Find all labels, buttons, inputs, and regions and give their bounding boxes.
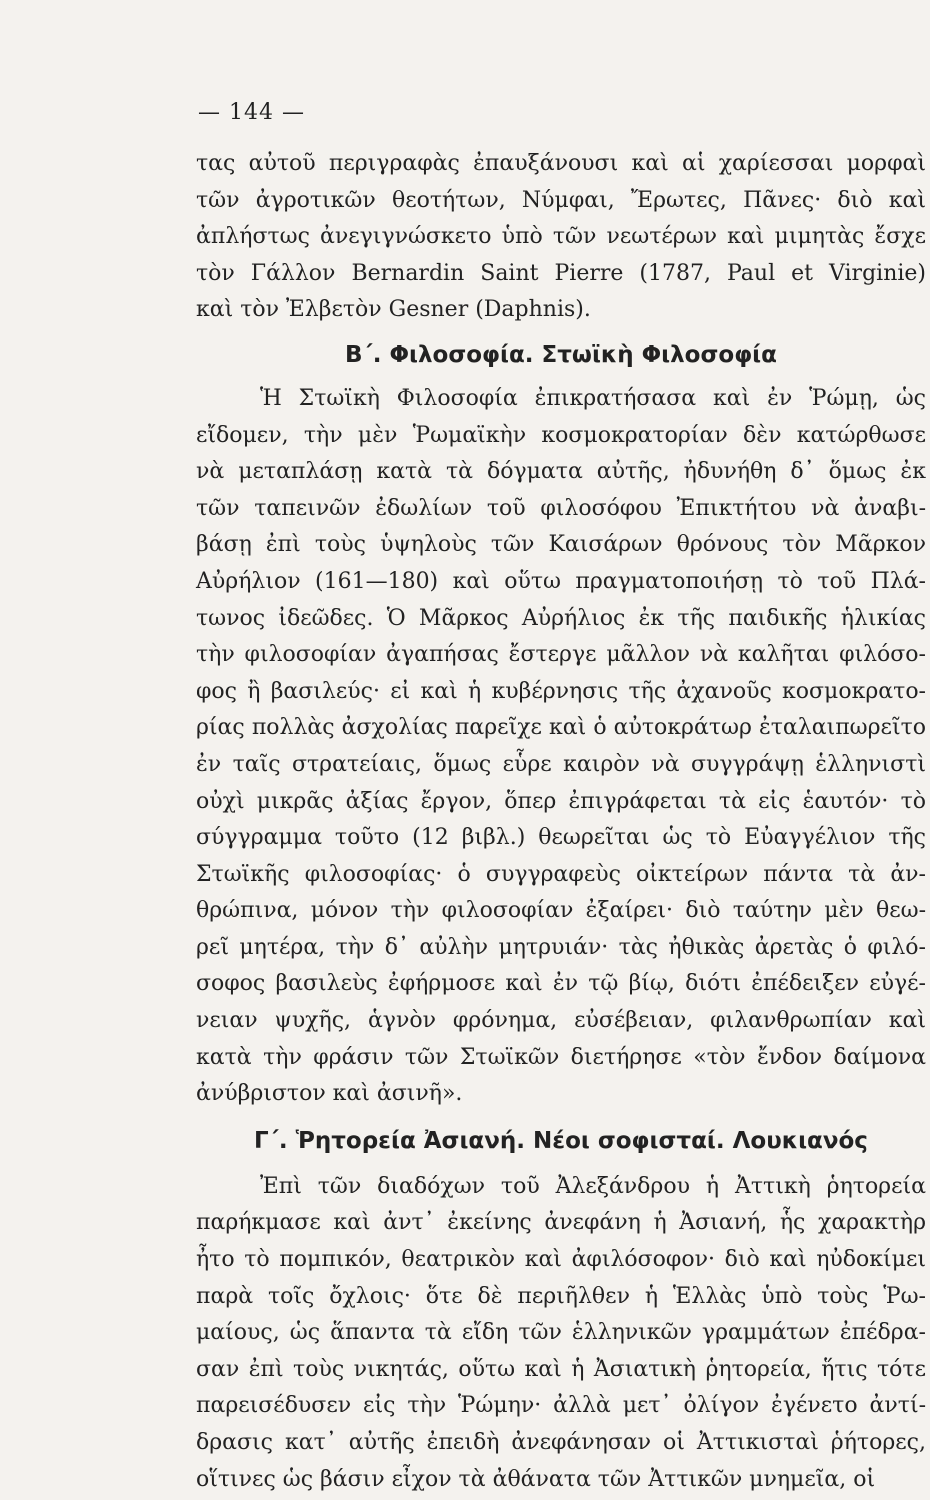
text-line: ρίας πολλὰς ἀσχολίας παρεῖχε καὶ ὁ αὐτοκράτωρ ἐταλαιπωρεῖτο: [196, 715, 926, 741]
text-line: εἴδομεν, τὴν μὲν Ῥωμαϊκὴν κοσμοκρατορίαν δὲν κατώρθωσε: [196, 422, 926, 448]
section-heading-b: Β΄. Φιλοσοφία. Στωϊκὴ Φιλοσοφία: [345, 341, 777, 368]
text-line: τὸν Γάλλον Bernardin Saint Pierre (1787, Paul et Virginie): [196, 260, 926, 286]
paragraph-asian-rhetoric: [196, 1169, 926, 1498]
page-text: [196, 146, 926, 1498]
text-line: θρώπινα, μόνον τὴν φιλοσοφίαν ἐξαίρει· διὸ ταύτην μὲν θεω-: [196, 898, 926, 924]
text-line: κατὰ τὴν φράσιν τῶν Στωϊκῶν διετήρησε «τὸν ἔνδον δαίμονα: [196, 1044, 926, 1070]
text-line: καὶ τὸν Ἐλβετὸν Gesner (Daphnis).: [196, 297, 591, 323]
text-line: παρήκμασε καὶ ἀντ᾽ ἐκείνης ἀνεφάνη ἡ Ἀσιανή, ἧς χαρακτὴρ: [196, 1210, 926, 1236]
text-line: ἦτο τὸ πομπικόν, θεατρικὸν καὶ ἀφιλόσοφον· διὸ καὶ ηὐδοκίμει: [196, 1247, 926, 1273]
text-line: οἵτινες ὡς βάσιν εἶχον τὰ ἀθάνατα τῶν Ἀττικῶν μνημεῖα, οἱ: [196, 1466, 876, 1492]
text-line: τῶν ταπεινῶν ἐδωλίων τοῦ φιλοσόφου Ἐπικτήτου νὰ ἀναβι-: [196, 495, 926, 521]
text-line: παρὰ τοῖς ὄχλοις· ὅτε δὲ περιῆλθεν ἡ Ἑλλὰς ὑπὸ τοὺς Ῥω-: [196, 1283, 926, 1309]
paragraph-stoic-philosophy: [196, 381, 926, 1113]
text-line: τὴν φιλοσοφίαν ἀγαπήσας ἔστεργε μᾶλλον νὰ καλῆται φιλόσο-: [196, 642, 926, 668]
text-line: βάσῃ ἐπὶ τοὺς ὑψηλοὺς τῶν Καισάρων θρόνους τὸν Μᾶρκον: [196, 532, 926, 558]
text-line: νειαν ψυχῆς, ἁγνὸν φρόνημα, εὐσέβειαν, φιλανθρωπίαν καὶ: [196, 1008, 926, 1034]
text-line: σαν ἐπὶ τοὺς νικητάς, οὕτω καὶ ἡ Ἀσιατικὴ ῥητορεία, ἥτις τότε: [196, 1356, 926, 1382]
text-line: τῶν ἀγροτικῶν θεοτήτων, Νύμφαι, Ἔρωτες, Πᾶνες· διὸ καὶ: [196, 187, 926, 213]
text-line: σύγγραμμα τοῦτο (12 βιβλ.) θεωρεῖται ὡς τὸ Εὐαγγέλιον τῆς: [196, 825, 926, 851]
text-line: τας αὐτοῦ περιγραφὰς ἐπαυξάνουσι καὶ αἱ χαρίεσσαι μορφαὶ: [196, 151, 926, 176]
text-line: ἀπλήστως ἀνεγιγνώσκετο ὑπὸ τῶν νεωτέρων καὶ μιμητὰς ἔσχε: [196, 224, 926, 250]
paragraph-continuation: [196, 146, 926, 329]
text-line: ἀνύβριστον καὶ ἀσινῆ».: [196, 1081, 463, 1107]
text-line: Ἐπὶ τῶν διαδόχων τοῦ Ἀλεξάνδρου ἡ Ἀττικὴ ῥητορεία: [260, 1173, 926, 1199]
text-line: νὰ μεταπλάσῃ κατὰ τὰ δόγματα αὐτῆς, ἠδυνήθη δ᾽ ὅμως ἐκ: [196, 459, 926, 485]
text-line: Ἡ Στωϊκὴ Φιλοσοφία ἐπικρατήσασα καὶ ἐν Ῥώμῃ, ὡς: [260, 385, 926, 411]
text-line: σοφος βασιλεὺς ἐφήρμοσε καὶ ἐν τῷ βίῳ, διότι ἐπέδειξεν εὐγέ-: [196, 971, 926, 997]
text-line: τωνος ἰδεῶδες. Ὁ Μᾶρκος Αὐρήλιος ἐκ τῆς παιδικῆς ἡλικίας: [196, 605, 926, 631]
text-line: φος ἢ βασιλεύς· εἰ καὶ ἡ κυβέρνησις τῆς ἀχανοῦς κοσμοκρατο-: [196, 678, 926, 704]
text-line: Στωϊκῆς φιλοσοφίας· ὁ συγγραφεὺς οἰκτείρων πάντα τὰ ἀν-: [196, 861, 926, 887]
text-line: ἐν ταῖς στρατείαις, ὅμως εὗρε καιρὸν νὰ συγγράψῃ ἑλληνιστὶ: [196, 751, 926, 777]
text-line: Αὐρήλιον (161—180) καὶ οὕτω πραγματοποιήσῃ τὸ τοῦ Πλά-: [196, 568, 926, 594]
text-line: παρεισέδυσεν εἰς τὴν Ῥώμην· ἀλλὰ μετ᾽ ὀλίγον ἐγένετο ἀντί-: [196, 1393, 926, 1419]
text-line: δρασις κατ᾽ αὐτῆς ἐπειδὴ ἀνεφάνησαν οἱ Ἀττικισταὶ ῥήτορες,: [196, 1430, 926, 1455]
section-heading-c: Γ΄. Ῥητορεία Ἀσιανή. Νέοι σοφισταί. Λουκιανός: [254, 1127, 868, 1154]
text-line: ρεῖ μητέρα, τὴν δ᾽ αὐλὴν μητρυιάν· τὰς ἠθικὰς ἀρετὰς ὁ φιλό-: [196, 934, 926, 960]
text-line: μαίους, ὡς ἅπαντα τὰ εἴδη τῶν ἑλληνικῶν γραμμάτων ἐπέδρα-: [196, 1320, 926, 1346]
text-line: οὐχὶ μικρᾶς ἀξίας ἔργον, ὅπερ ἐπιγράφεται τὰ εἰς ἑαυτόν· τὸ: [196, 788, 926, 814]
page-number: — 144 —: [198, 100, 305, 125]
